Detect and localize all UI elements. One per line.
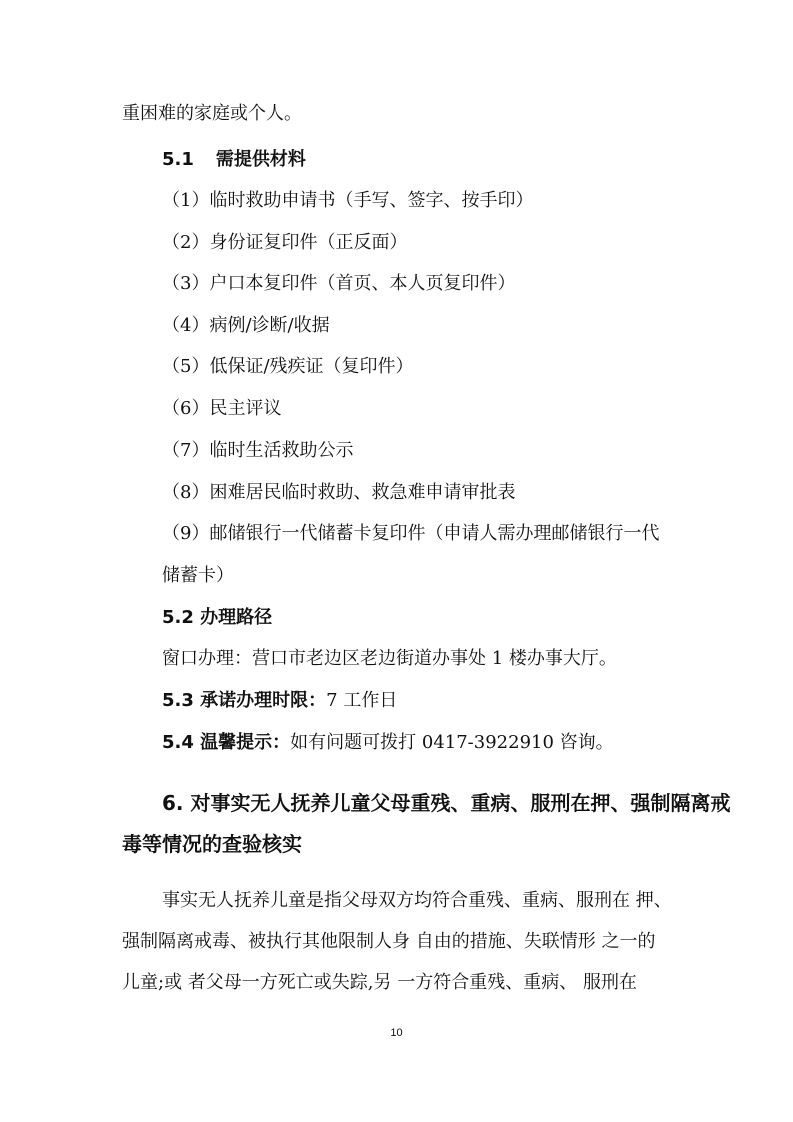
section-5-1-number: 5.1 <box>162 149 194 170</box>
section-5-3-value: 7 工作日 <box>326 690 398 711</box>
section-5-3-label: 5.3 承诺办理时限： <box>162 690 327 711</box>
section-6-heading-line-1: 6. 对事实无人抚养儿童父母重残、重病、服刑在押、强制隔离戒 <box>162 791 731 815</box>
section-6-body-line-1: 事实无人抚养儿童是指父母双方均符合重残、重病、服刑在 押、 <box>162 890 672 911</box>
section-6-heading-line-2: 毒等情况的查验核实 <box>122 832 302 856</box>
material-item-5: （5）低保证/残疾证（复印件） <box>162 356 414 377</box>
material-item-1: （1）临时救助申请书（手写、签字、按手印） <box>162 190 534 211</box>
section-5-4-line <box>162 730 614 756</box>
section-5-2-text: 窗口办理：营口市老边区老边街道办事处 1 楼办事大厅。 <box>162 648 617 669</box>
section-5-1-heading <box>162 147 306 173</box>
material-item-3: （3）户口本复印件（首页、本人页复印件） <box>162 273 516 294</box>
material-item-9-continued: 储蓄卡） <box>162 565 234 586</box>
material-item-2: （2）身份证复印件（正反面） <box>162 232 408 253</box>
material-item-9: （9）邮储银行一代储蓄卡复印件（申请人需办理邮储银行一代 <box>162 523 660 544</box>
material-item-7: （7）临时生活救助公示 <box>162 440 354 461</box>
section-6-body-line-2: 强制隔离戒毒、被执行其他限制人身 自由的措施、失联情形 之一的 <box>122 931 656 952</box>
section-6-body-line-3: 儿童;或 者父母一方死亡或失踪,另 一方符合重残、重病、 服刑在 <box>122 972 637 993</box>
section-5-1-title: 需提供材料 <box>215 149 306 170</box>
page-number: 10 <box>390 1027 403 1039</box>
section-5-4-label: 5.4 温馨提示： <box>162 732 291 753</box>
material-item-8: （8）困难居民临时救助、救急难申请审批表 <box>162 482 516 503</box>
body-text-intro-tail: 重困难的家庭或个人。 <box>122 103 302 124</box>
section-5-3-line <box>162 688 397 714</box>
section-5-4-value: 如有问题可拨打 0417-3922910 咨询。 <box>290 732 614 753</box>
section-5-2-heading: 5.2 办理路径 <box>162 607 273 628</box>
material-item-6: （6）民主评议 <box>162 398 282 419</box>
material-item-4: （4）病例/诊断/收据 <box>162 315 330 336</box>
